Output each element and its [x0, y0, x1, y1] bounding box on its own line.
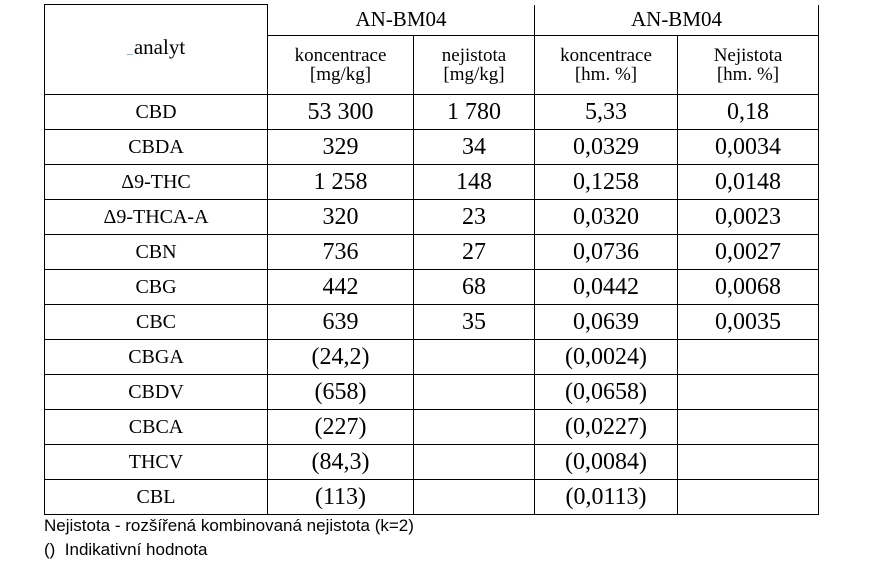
conc-pct-cell: 5,33 — [535, 94, 678, 129]
conc-pct-cell: 0,0320 — [535, 199, 678, 234]
unc-pct-cell — [678, 374, 819, 409]
analyt-cell: CBGA — [45, 339, 268, 374]
conc-pct-cell: 0,0442 — [535, 269, 678, 304]
unc-pct-cell: 0,0023 — [678, 199, 819, 234]
analyt-cell: CBC — [45, 304, 268, 339]
unc-mgkg-cell: 27 — [414, 234, 535, 269]
unc-mgkg-cell — [414, 444, 535, 479]
analyt-cell: CBL — [45, 479, 268, 514]
sub-header-nejistota-mgkg: nejistota [mg/kg] — [414, 35, 535, 94]
table-row — [45, 444, 819, 479]
table-row — [45, 129, 819, 164]
unc-mgkg-cell: 1 780 — [414, 94, 535, 129]
conc-mgkg-cell: (84,3) — [268, 444, 414, 479]
table-row — [45, 94, 819, 129]
group-header-mgkg: AN-BM04 — [268, 5, 535, 36]
results-table — [44, 4, 819, 515]
underline-mark-icon: _ — [126, 42, 133, 57]
unc-pct-cell — [678, 444, 819, 479]
unc-mgkg-cell: 148 — [414, 164, 535, 199]
conc-mgkg-cell: 329 — [268, 129, 414, 164]
analyt-cell: CBDV — [45, 374, 268, 409]
unc-mgkg-cell: 34 — [414, 129, 535, 164]
conc-pct-cell: 0,0736 — [535, 234, 678, 269]
table-row — [45, 339, 819, 374]
conc-pct-cell: (0,0227) — [535, 409, 678, 444]
conc-mgkg-cell: 442 — [268, 269, 414, 304]
unc-pct-cell: 0,0035 — [678, 304, 819, 339]
sub-header-koncentrace-mgkg: koncentrace [mg/kg] — [268, 35, 414, 94]
analyt-cell: CBG — [45, 269, 268, 304]
conc-mgkg-cell: (658) — [268, 374, 414, 409]
table-row — [45, 234, 819, 269]
unc-pct-cell: 0,0148 — [678, 164, 819, 199]
analyt-column-header: _analyt — [45, 5, 268, 95]
analyt-cell: CBCA — [45, 409, 268, 444]
table-row — [45, 164, 819, 199]
analyt-cell: Δ9-THCA-A — [45, 199, 268, 234]
conc-mgkg-cell: 1 258 — [268, 164, 414, 199]
conc-pct-cell: 0,1258 — [535, 164, 678, 199]
conc-pct-cell: (0,0658) — [535, 374, 678, 409]
unc-pct-cell: 0,0027 — [678, 234, 819, 269]
table-notes — [44, 514, 414, 562]
conc-pct-cell: (0,0113) — [535, 479, 678, 514]
unc-mgkg-cell: 35 — [414, 304, 535, 339]
group-header-pct: AN-BM04 — [535, 5, 819, 36]
unc-mgkg-cell — [414, 409, 535, 444]
unc-pct-cell — [678, 409, 819, 444]
sub-header-koncentrace-pct: koncentrace [hm. %] — [535, 35, 678, 94]
unc-pct-cell — [678, 339, 819, 374]
analyt-cell: CBN — [45, 234, 268, 269]
analyt-cell: CBD — [45, 94, 268, 129]
conc-pct-cell: (0,0024) — [535, 339, 678, 374]
unc-mgkg-cell: 23 — [414, 199, 535, 234]
conc-pct-cell: (0,0084) — [535, 444, 678, 479]
sub-header-nejistota-pct: Nejistota [hm. %] — [678, 35, 819, 94]
unc-pct-cell: 0,0034 — [678, 129, 819, 164]
conc-mgkg-cell: (24,2) — [268, 339, 414, 374]
table-row — [45, 479, 819, 514]
conc-mgkg-cell: 736 — [268, 234, 414, 269]
conc-mgkg-cell: 320 — [268, 199, 414, 234]
conc-mgkg-cell: 53 300 — [268, 94, 414, 129]
unc-mgkg-cell — [414, 479, 535, 514]
table-row — [45, 199, 819, 234]
unc-pct-cell: 0,18 — [678, 94, 819, 129]
analyt-cell: THCV — [45, 444, 268, 479]
unc-pct-cell — [678, 479, 819, 514]
unc-mgkg-cell — [414, 339, 535, 374]
table-row — [45, 409, 819, 444]
analyt-cell: Δ9-THC — [45, 164, 268, 199]
unc-pct-cell: 0,0068 — [678, 269, 819, 304]
analyt-cell: CBDA — [45, 129, 268, 164]
conc-pct-cell: 0,0639 — [535, 304, 678, 339]
conc-mgkg-cell: (227) — [268, 409, 414, 444]
table-row — [45, 304, 819, 339]
table-row — [45, 374, 819, 409]
table-row — [45, 269, 819, 304]
unc-mgkg-cell: 68 — [414, 269, 535, 304]
conc-mgkg-cell: 639 — [268, 304, 414, 339]
conc-pct-cell: 0,0329 — [535, 129, 678, 164]
note-uncertainty: Nejistota - rozšířená kombinovaná nejistota (k=2) — [44, 516, 414, 535]
unc-mgkg-cell — [414, 374, 535, 409]
conc-mgkg-cell: (113) — [268, 479, 414, 514]
note-indicative: () Indikativní hodnota — [44, 540, 208, 559]
